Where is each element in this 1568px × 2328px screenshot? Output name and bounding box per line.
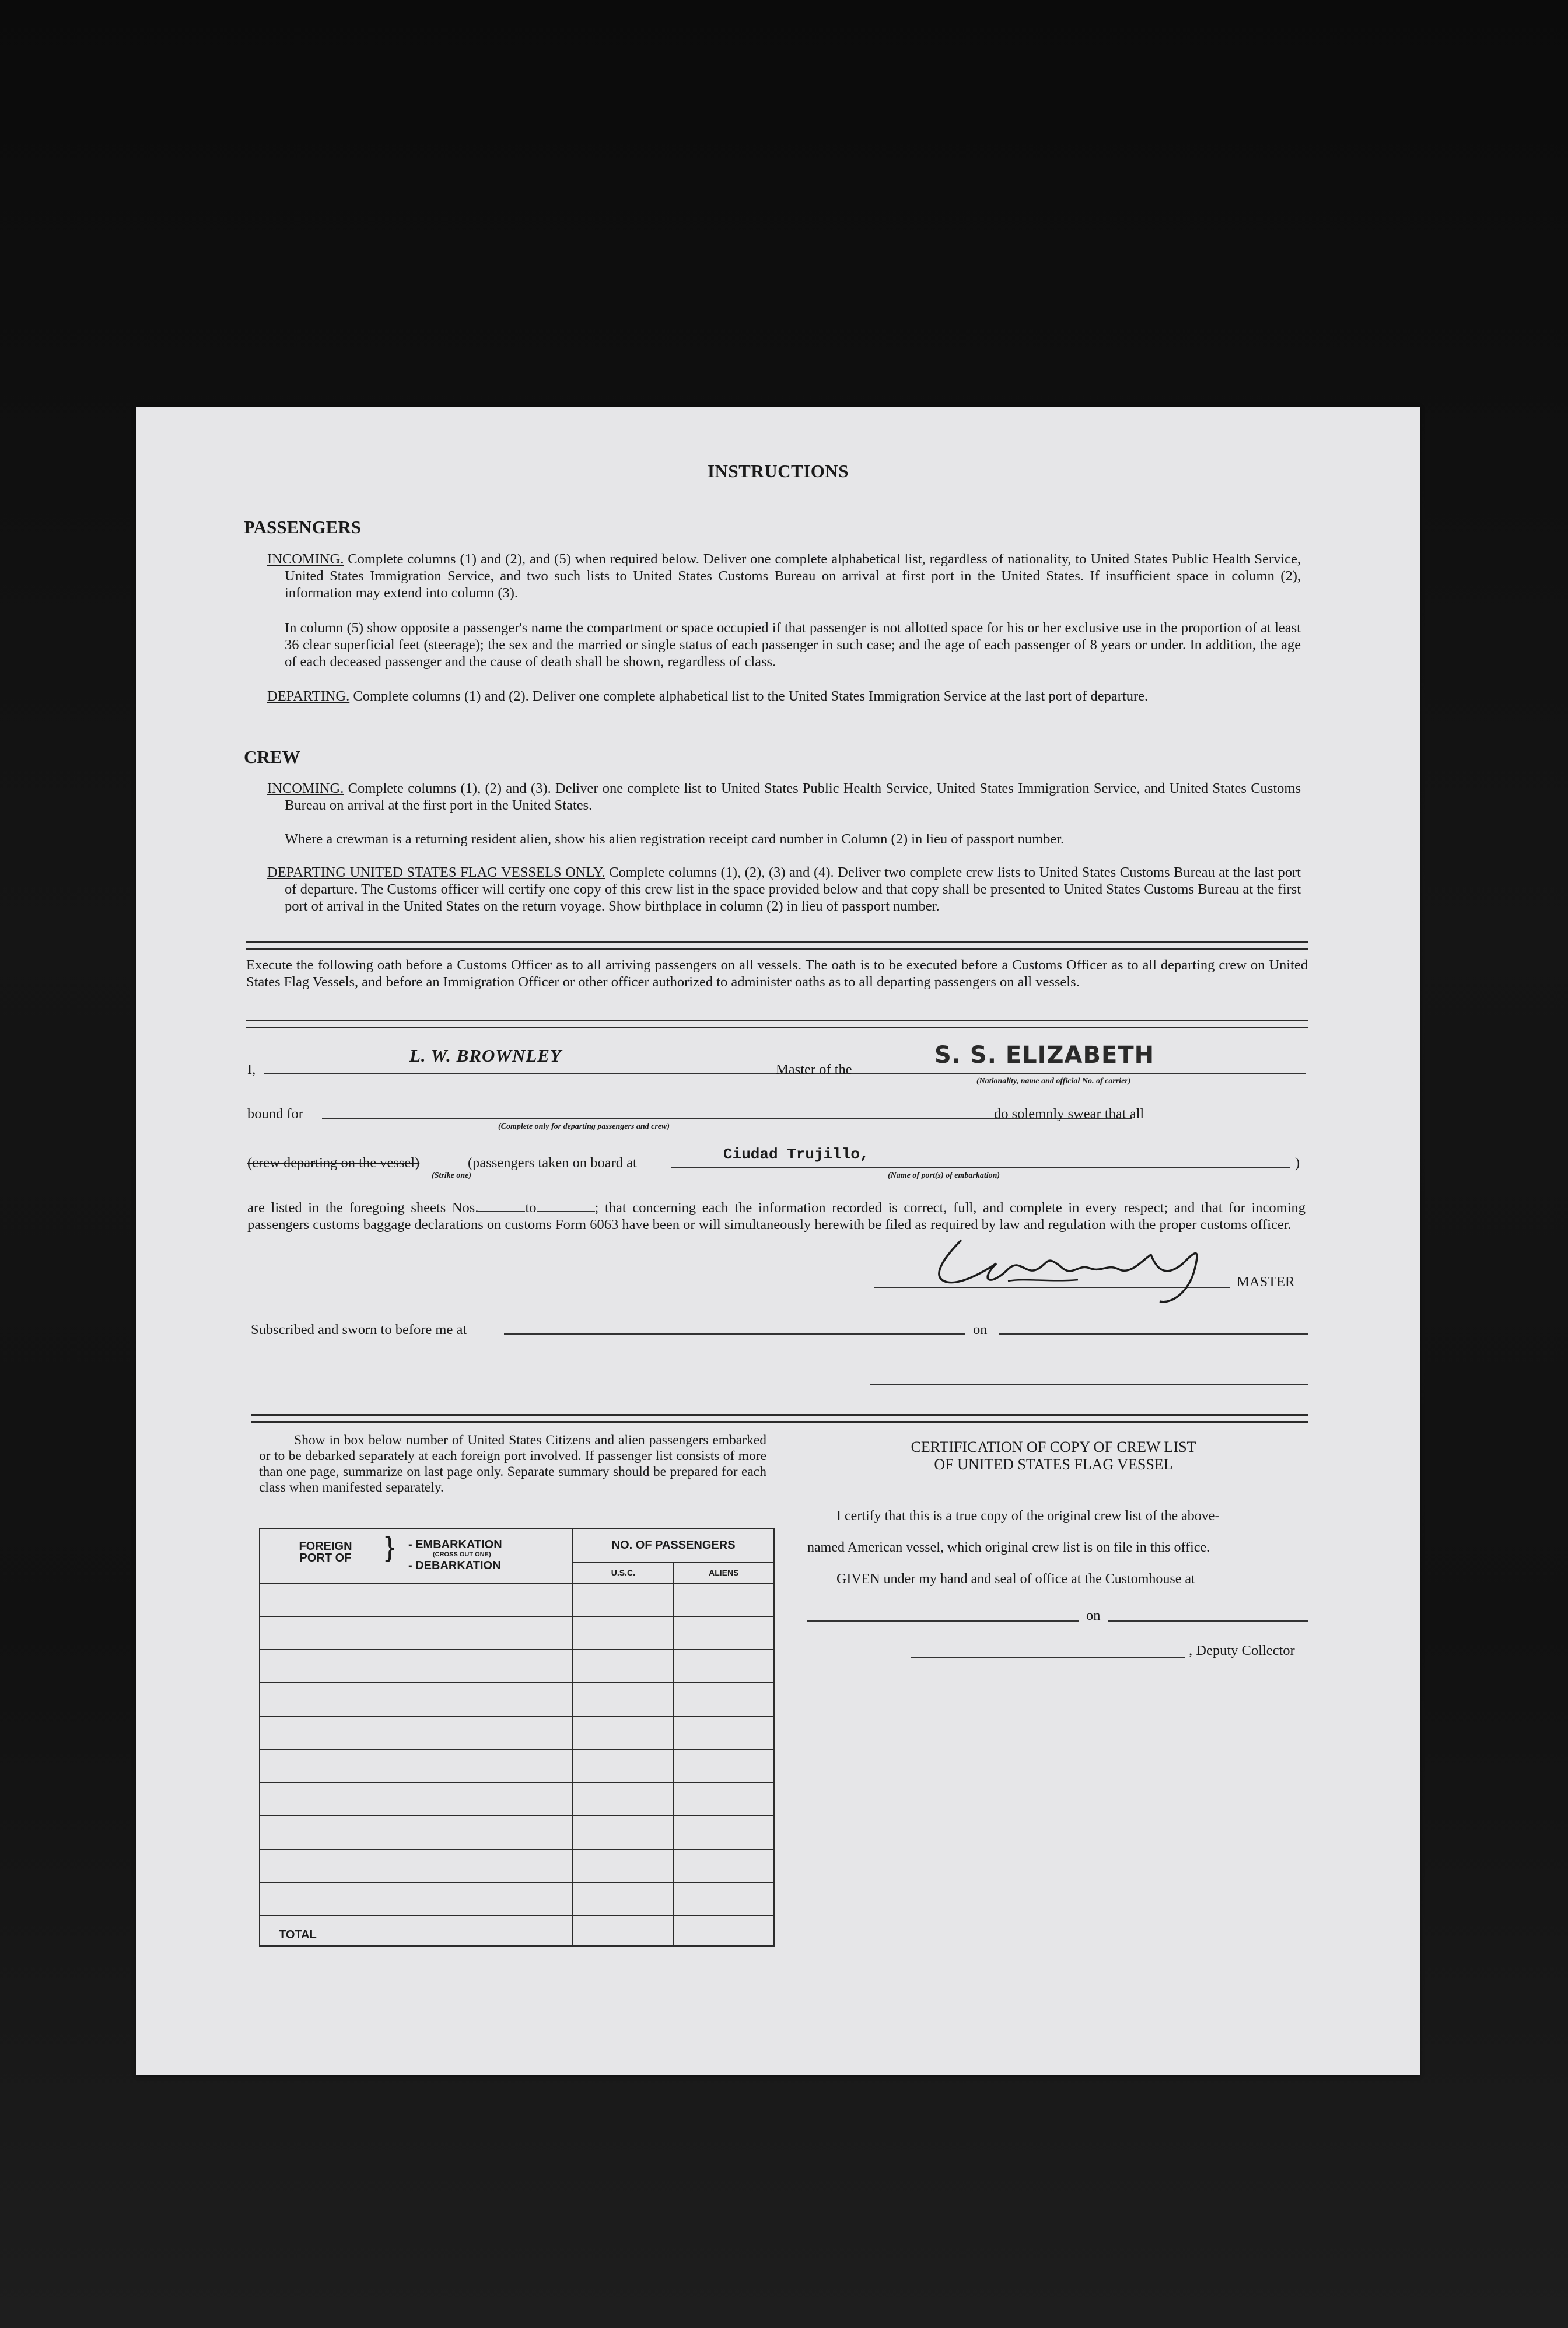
table-cell[interactable] (674, 1816, 774, 1849)
divider-rule (246, 941, 1308, 950)
oath-i-label: I, (247, 1062, 256, 1077)
table-cell[interactable] (573, 1849, 673, 1882)
passengers-incoming-text: Complete columns (1) and (2), and (5) when required below. Deliver one complete alphabetical list, regardless of nationality, to United States Public Health Service, United States Immigration Service, and two such lists to United States Customs Bureau on arrival at first port in the United States. If insufficient space in column (2), information may extend into column (3). (285, 551, 1301, 601)
sheet-from-line[interactable] (478, 1211, 525, 1212)
crew-departing-paragraph (267, 864, 1301, 915)
port-value: Ciudad Trujillo, (723, 1146, 869, 1163)
certification-date-line[interactable] (1108, 1620, 1308, 1622)
table-cell[interactable] (674, 1616, 774, 1650)
table-cell[interactable] (260, 1616, 573, 1650)
subscribed-place-line[interactable] (504, 1333, 965, 1335)
brace-icon: } (385, 1532, 395, 1563)
crew-departing-label: DEPARTING UNITED STATES FLAG VESSELS ONLY. (267, 864, 606, 880)
customhouse-place-line[interactable] (807, 1620, 1079, 1622)
table-cell[interactable] (674, 1716, 774, 1749)
subscribed-on-label: on (973, 1322, 988, 1338)
master-of-label: Master of the (776, 1062, 852, 1077)
table-cell[interactable] (260, 1650, 573, 1683)
table-cell[interactable] (573, 1783, 673, 1816)
total-usc-cell[interactable] (573, 1916, 673, 1946)
crew-departing-text: Complete columns (1), (2), (3) and (4). Deliver two complete crew lists to United States Customs Bureau at the last port of departure. The Customs officer will certify one copy of this crew list in the space provided below and that copy shall be presented to United States Customs Bureau at the first port of arrival in the United States on the return voyage. Show birthplace in column (2) in lieu of passport number. (285, 864, 1301, 914)
master-signature (921, 1223, 1247, 1310)
table-cell[interactable] (674, 1650, 774, 1683)
passengers-heading: PASSENGERS (244, 517, 361, 537)
table-cell[interactable] (260, 1683, 573, 1716)
oath-intro-paragraph: Execute the following oath before a Customs Officer as to all arriving passengers on all vessels. The oath is to be executed before a Customs Officer as to all departing crew on United States Flag Vessels, and before an Immigration Officer or other officer authorized to administer oaths as to all departing passengers on all vessels. (246, 957, 1308, 990)
port-line[interactable] (671, 1167, 1290, 1168)
table-header-port (260, 1528, 573, 1583)
certification-title (803, 1438, 1304, 1473)
divider-rule (251, 1414, 1308, 1423)
table-cell[interactable] (573, 1650, 673, 1683)
port-close-paren: ) (1295, 1155, 1300, 1171)
port-caption: (Name of port(s) of embarkation) (888, 1171, 1000, 1180)
col-debarkation: - DEBARKATION (408, 1559, 501, 1572)
subscribed-date-line[interactable] (999, 1333, 1308, 1335)
table-cell[interactable] (573, 1749, 673, 1783)
col-usc: U.S.C. (573, 1562, 673, 1583)
table-cell[interactable] (260, 1749, 573, 1783)
strike-caption: (Strike one) (432, 1171, 472, 1180)
col-aliens: ALIENS (674, 1562, 774, 1583)
master-label: MASTER (1237, 1274, 1295, 1290)
table-cell[interactable] (674, 1683, 774, 1716)
crew-heading: CREW (244, 747, 300, 767)
table-cell[interactable] (573, 1583, 673, 1616)
table-cell[interactable] (573, 1816, 673, 1849)
crew-incoming-text: Complete columns (1), (2) and (3). Deliver one complete list to United States Public Health Service, United States Immigration Service, and United States Customs Bureau on arrival at the first port in the United States. (285, 780, 1301, 813)
certification-on-label: on (1086, 1608, 1101, 1623)
crew-incoming-paragraph (267, 780, 1301, 814)
table-cell[interactable] (573, 1882, 673, 1916)
passenger-summary-table (259, 1528, 775, 1947)
table-cell[interactable] (573, 1616, 673, 1650)
table-cell[interactable] (260, 1716, 573, 1749)
passengers-incoming-label: INCOMING. (267, 551, 344, 567)
vessel-line[interactable] (867, 1073, 1306, 1074)
bound-for-label: bound for (247, 1106, 303, 1122)
table-cell[interactable] (573, 1716, 673, 1749)
total-label: TOTAL (260, 1916, 573, 1946)
subscribed-label: Subscribed and sworn to before me at (251, 1322, 467, 1338)
passengers-departing-text: Complete columns (1) and (2). Deliver one complete alphabetical list to the United States Immigration Service at the last port of departure. (353, 688, 1149, 704)
passengers-departing-paragraph (267, 688, 1301, 705)
table-cell[interactable] (674, 1583, 774, 1616)
form-title: INSTRUCTIONS (707, 461, 849, 481)
passengers-taken-label: (passengers taken on board at (468, 1155, 637, 1171)
vessel-name-stamp: S. S. ELIZABETH (935, 1042, 1155, 1069)
certification-line2: named American vessel, which original crew list is on file in this office. (807, 1540, 1210, 1555)
table-cell[interactable] (260, 1783, 573, 1816)
table-cell[interactable] (674, 1783, 774, 1816)
table-cell[interactable] (674, 1749, 774, 1783)
col-crossout-note: (CROSS OUT ONE) (433, 1551, 491, 1558)
officer-signature-line[interactable] (870, 1384, 1308, 1385)
master-name-value: L. W. BROWNLEY (410, 1045, 562, 1066)
col-foreign-port: FOREIGN PORT OF (299, 1540, 352, 1564)
form-page (136, 407, 1420, 2075)
passengers-incoming-paragraph (267, 551, 1301, 601)
swear-label: do solemnly swear that all (994, 1106, 1144, 1122)
listed-text-start: are listed in the foregoing sheets Nos. (247, 1200, 479, 1216)
sheet-to-label: to (525, 1200, 537, 1216)
table-cell[interactable] (260, 1816, 573, 1849)
col-embarkation: - EMBARKATION (408, 1538, 502, 1551)
passengers-departing-label: DEPARTING. (267, 688, 350, 704)
deputy-collector-label: , Deputy Collector (1189, 1643, 1295, 1658)
sheet-to-line[interactable] (537, 1211, 595, 1212)
table-cell[interactable] (573, 1683, 673, 1716)
table-cell[interactable] (260, 1882, 573, 1916)
certification-title-line2: OF UNITED STATES FLAG VESSEL (934, 1456, 1173, 1473)
divider-rule (246, 1020, 1308, 1028)
passengers-column5-paragraph: In column (5) show opposite a passenger's name the compartment or space occupied if that passenger is not allotted space for his or her exclusive use in the proportion of at least 36 clear superficial feet (steerage); the sex and the married or single status of each passenger in such case; and the age of each passenger of 8 years or under. In addition, the age of each deceased passenger and the cause of death shall be shown, regardless of class. (285, 620, 1301, 670)
listed-text-end: ; that concerning each the information recorded is correct, full, and complete in every respect; and that for incoming passengers customs baggage declarations on customs Form 6063 have been or will simultaneously herewith be filed as required by law and regulation with the proper customs officer. (247, 1200, 1306, 1233)
table-cell[interactable] (674, 1882, 774, 1916)
crew-resident-paragraph: Where a crewman is a returning resident alien, show his alien registration receipt card number in Column (2) in lieu of passport number. (285, 831, 1065, 847)
certification-line3: GIVEN under my hand and seal of office at the Customhouse at (836, 1571, 1195, 1587)
total-aliens-cell[interactable] (674, 1916, 774, 1946)
table-cell[interactable] (260, 1583, 573, 1616)
table-cell[interactable] (674, 1849, 774, 1882)
summary-instructions: Show in box below number of United States Citizens and alien passengers embarked or to be debarked separately at each foreign port involved. If passenger list consists of more than one page, summarize on last page only. Separate summary should be prepared for each class when manifested separately. (259, 1433, 766, 1495)
crew-incoming-label: INCOMING. (267, 780, 344, 796)
deputy-collector-signature-line[interactable] (911, 1657, 1185, 1658)
crew-departing-option: (crew departing on the vessel) (247, 1155, 420, 1171)
certification-line1: I certify that this is a true copy of the original crew list of the above- (836, 1508, 1220, 1524)
certification-title-line1: CERTIFICATION OF COPY OF CREW LIST (911, 1438, 1196, 1455)
vessel-caption: (Nationality, name and official No. of carrier) (977, 1077, 1131, 1086)
table-cell[interactable] (260, 1849, 573, 1882)
bound-for-caption: (Complete only for departing passengers and crew) (498, 1122, 670, 1131)
col-passengers: NO. OF PASSENGERS (573, 1528, 774, 1562)
